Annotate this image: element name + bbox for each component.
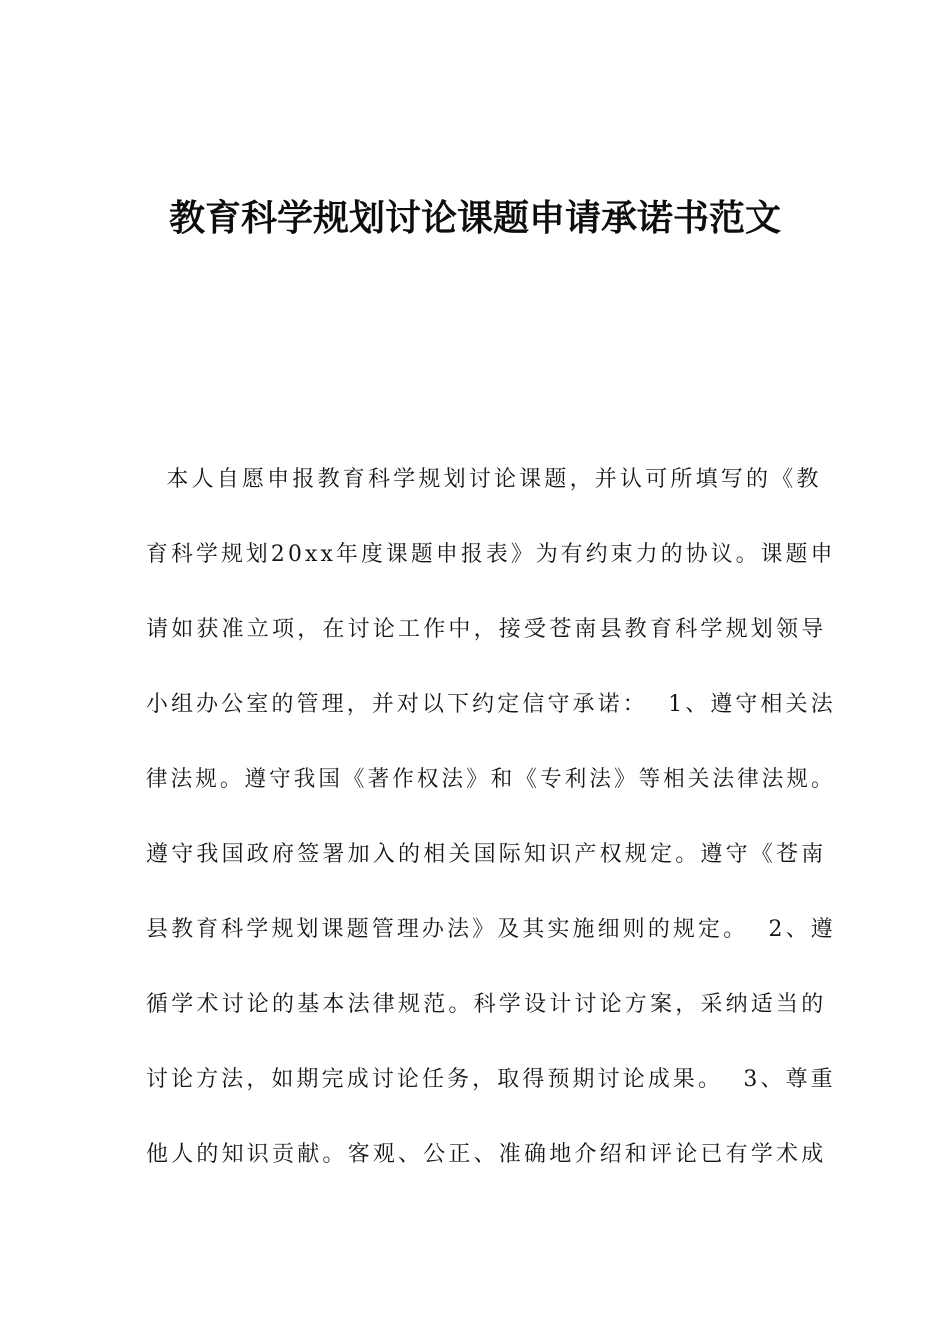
body-line: 讨论方法，如期完成讨论任务，取得预期讨论成果。 3、尊重 [146,1067,836,1092]
body-line: 小组办公室的管理，并对以下约定信守承诺： 1、遵守相关法 [146,692,836,717]
body-line: 县教育科学规划课题管理办法》及其实施细则的规定。 2、遵 [146,917,836,942]
body-line: 育科学规划20xx年度课题申报表》为有约束力的协议。课题申 [146,542,836,567]
body-line: 循学术讨论的基本法律规范。科学设计讨论方案，采纳适当的 [146,992,827,1017]
body-line: 遵守我国政府签署加入的相关国际知识产权规定。遵守《苍南 [146,842,827,867]
body-line: 本人自愿申报教育科学规划讨论课题，并认可所填写的《教 [146,467,822,492]
body-line: 他人的知识贡献。客观、公正、准确地介绍和评论已有学术成 [146,1142,827,1167]
body-line: 律法规。遵守我国《著作权法》和《专利法》等相关法律法规。 [146,767,836,792]
document-title: 教育科学规划讨论课题申请承诺书范文 [168,198,781,239]
body-line: 请如获准立项，在讨论工作中，接受苍南县教育科学规划领导 [146,617,827,642]
